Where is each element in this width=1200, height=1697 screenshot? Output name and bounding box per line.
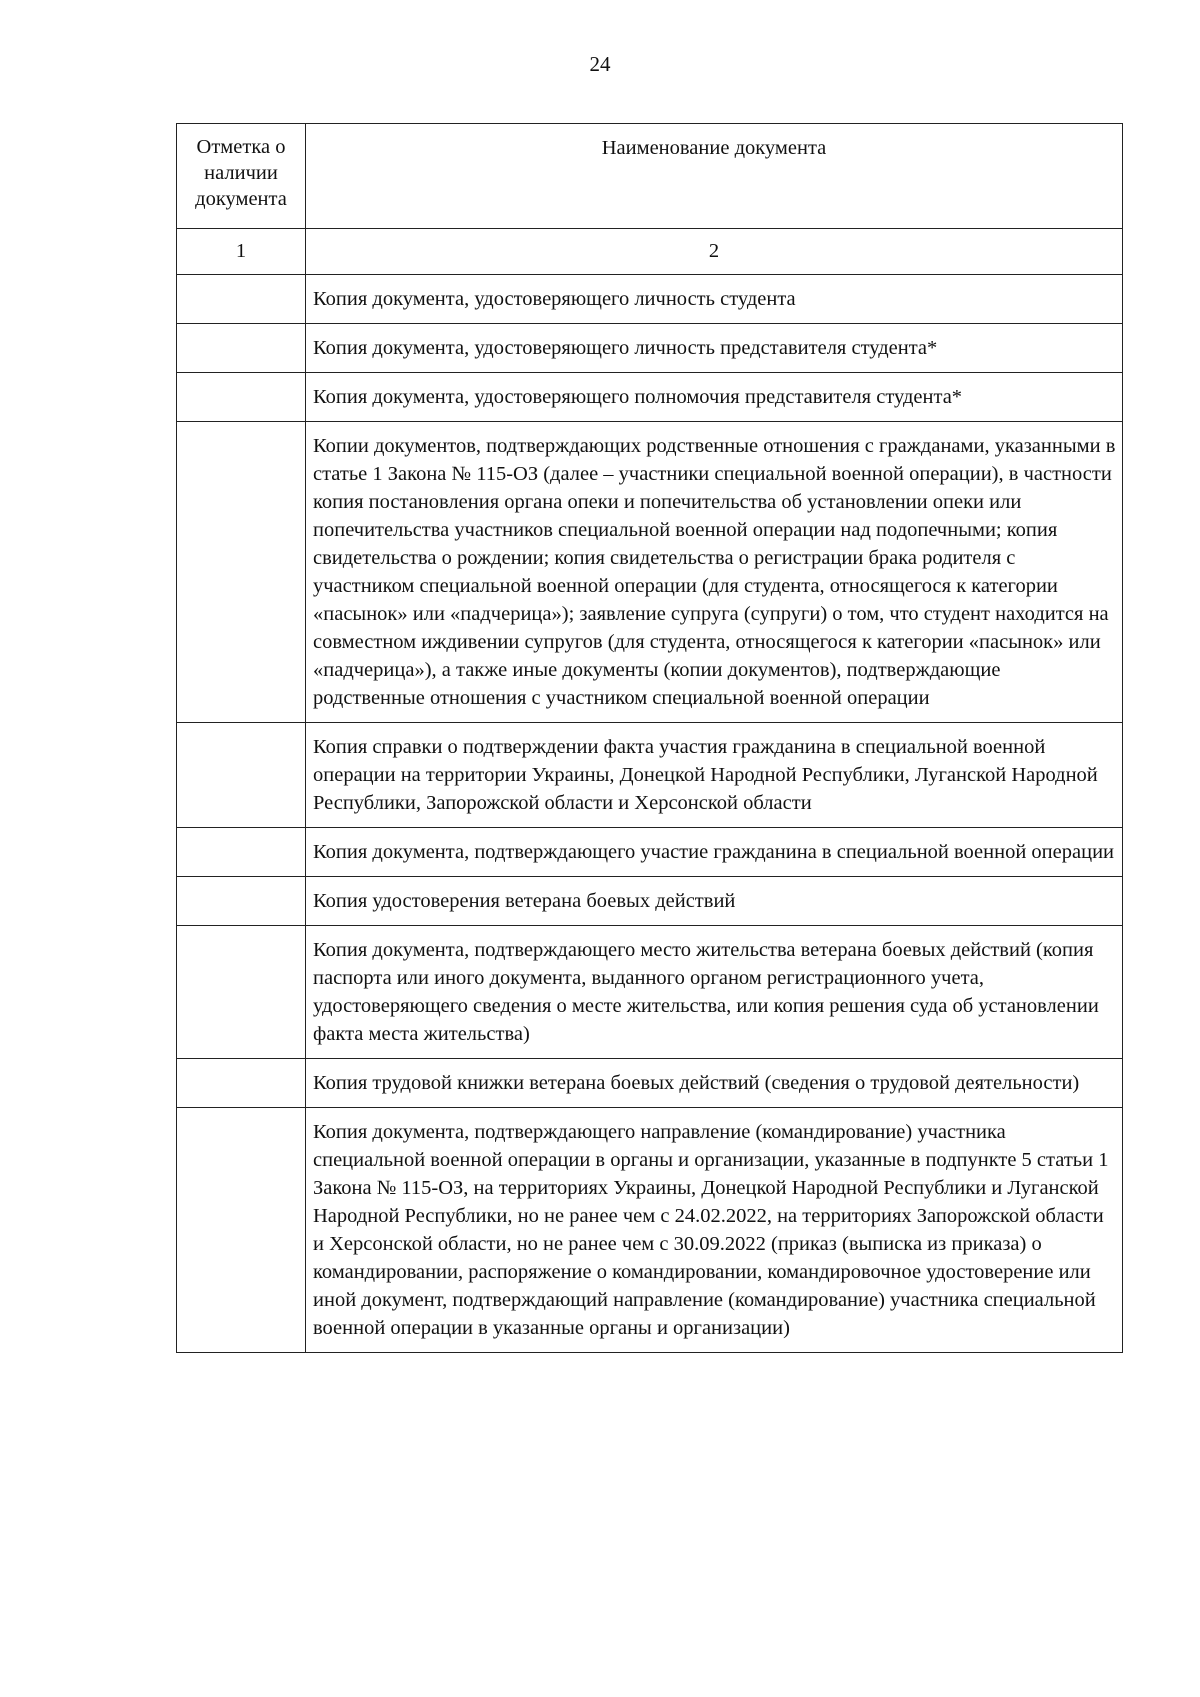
document-name: Копия документа, подтверждающего направление (командирование) участника специальной военной операции в органы и организации, указанные в подпункте 5 статьи 1 Закона № 115-ОЗ, на территориях Украины, Донецкой Народной Республики и Луганской Народной Республики, но не ранее чем с 24.02.2022, на территориях Запорожской области и Херсонской области, но не ранее чем с 30.09.2022 (приказ (выписка из приказа) о командировании, распоряжение о командировании, командировочное удостоверение или иной документ, подтверждающий направление (командирование) участника специальной военной операции в указанные органы и организации) — [306, 1108, 1123, 1353]
document-mark-cell[interactable] — [177, 723, 306, 828]
table-row — [177, 1059, 1123, 1108]
table-row — [177, 324, 1123, 373]
document-name: Копии документов, подтверждающих родственные отношения с гражданами, указанными в статье 1 Закона № 115-ОЗ (далее – участники специальной военной операции), в частности копия постановления органа опеки и попечительства об установлении опеки или попечительства участников специальной военной операции над подопечными; копия свидетельства о рождении; копия свидетельства о регистрации брака родителя с участником специальной военной операции (для студента, относящегося к категории «пасынок» или «падчерица»); заявление супруга (супруги) о том, что студент находится на совместном иждивении супругов (для студента, относящегося к категории «пасынок» или «падчерица»), а также иные документы (копии документов), подтверждающие родственные отношения с участником специальной военной операции — [306, 422, 1123, 723]
table-row — [177, 723, 1123, 828]
header-mark-column: Отметка о наличии документа — [177, 124, 306, 229]
document-name: Копия документа, удостоверяющего личность представителя студента* — [306, 324, 1123, 373]
document-name: Копия трудовой книжки ветерана боевых действий (сведения о трудовой деятельности) — [306, 1059, 1123, 1108]
document-mark-cell[interactable] — [177, 422, 306, 723]
table-row — [177, 422, 1123, 723]
table-row — [177, 1108, 1123, 1353]
document-mark-cell[interactable] — [177, 828, 306, 877]
table-row — [177, 828, 1123, 877]
document-name: Копия документа, подтверждающего место жительства ветерана боевых действий (копия паспорта или иного документа, выданного органом регистрационного учета, удостоверяющего сведения о месте жительства, или копия решения суда об установлении факта места жительства) — [306, 926, 1123, 1059]
table-row — [177, 275, 1123, 324]
column-number-1: 1 — [177, 229, 306, 275]
header-name-column: Наименование документа — [306, 124, 1123, 229]
document-name: Копия документа, удостоверяющего полномочия представителя студента* — [306, 373, 1123, 422]
document-mark-cell[interactable] — [177, 324, 306, 373]
table-row — [177, 373, 1123, 422]
column-number-row — [177, 229, 1123, 275]
document-mark-cell[interactable] — [177, 926, 306, 1059]
document-mark-cell[interactable] — [177, 373, 306, 422]
column-number-2: 2 — [306, 229, 1123, 275]
document-name: Копия документа, удостоверяющего личность студента — [306, 275, 1123, 324]
document-mark-cell[interactable] — [177, 275, 306, 324]
document-name: Копия справки о подтверждении факта участия гражданина в специальной военной операции на территории Украины, Донецкой Народной Республики, Луганской Народной Республики, Запорожской области и Херсонской области — [306, 723, 1123, 828]
document-name: Копия документа, подтверждающего участие гражданина в специальной военной операции — [306, 828, 1123, 877]
table-header-row — [177, 124, 1123, 229]
document-name: Копия удостоверения ветерана боевых действий — [306, 877, 1123, 926]
document-mark-cell[interactable] — [177, 1059, 306, 1108]
page-number: 24 — [589, 52, 611, 76]
table-row — [177, 877, 1123, 926]
table-row — [177, 926, 1123, 1059]
document-mark-cell[interactable] — [177, 1108, 306, 1353]
documents-table — [176, 123, 1123, 1353]
document-mark-cell[interactable] — [177, 877, 306, 926]
